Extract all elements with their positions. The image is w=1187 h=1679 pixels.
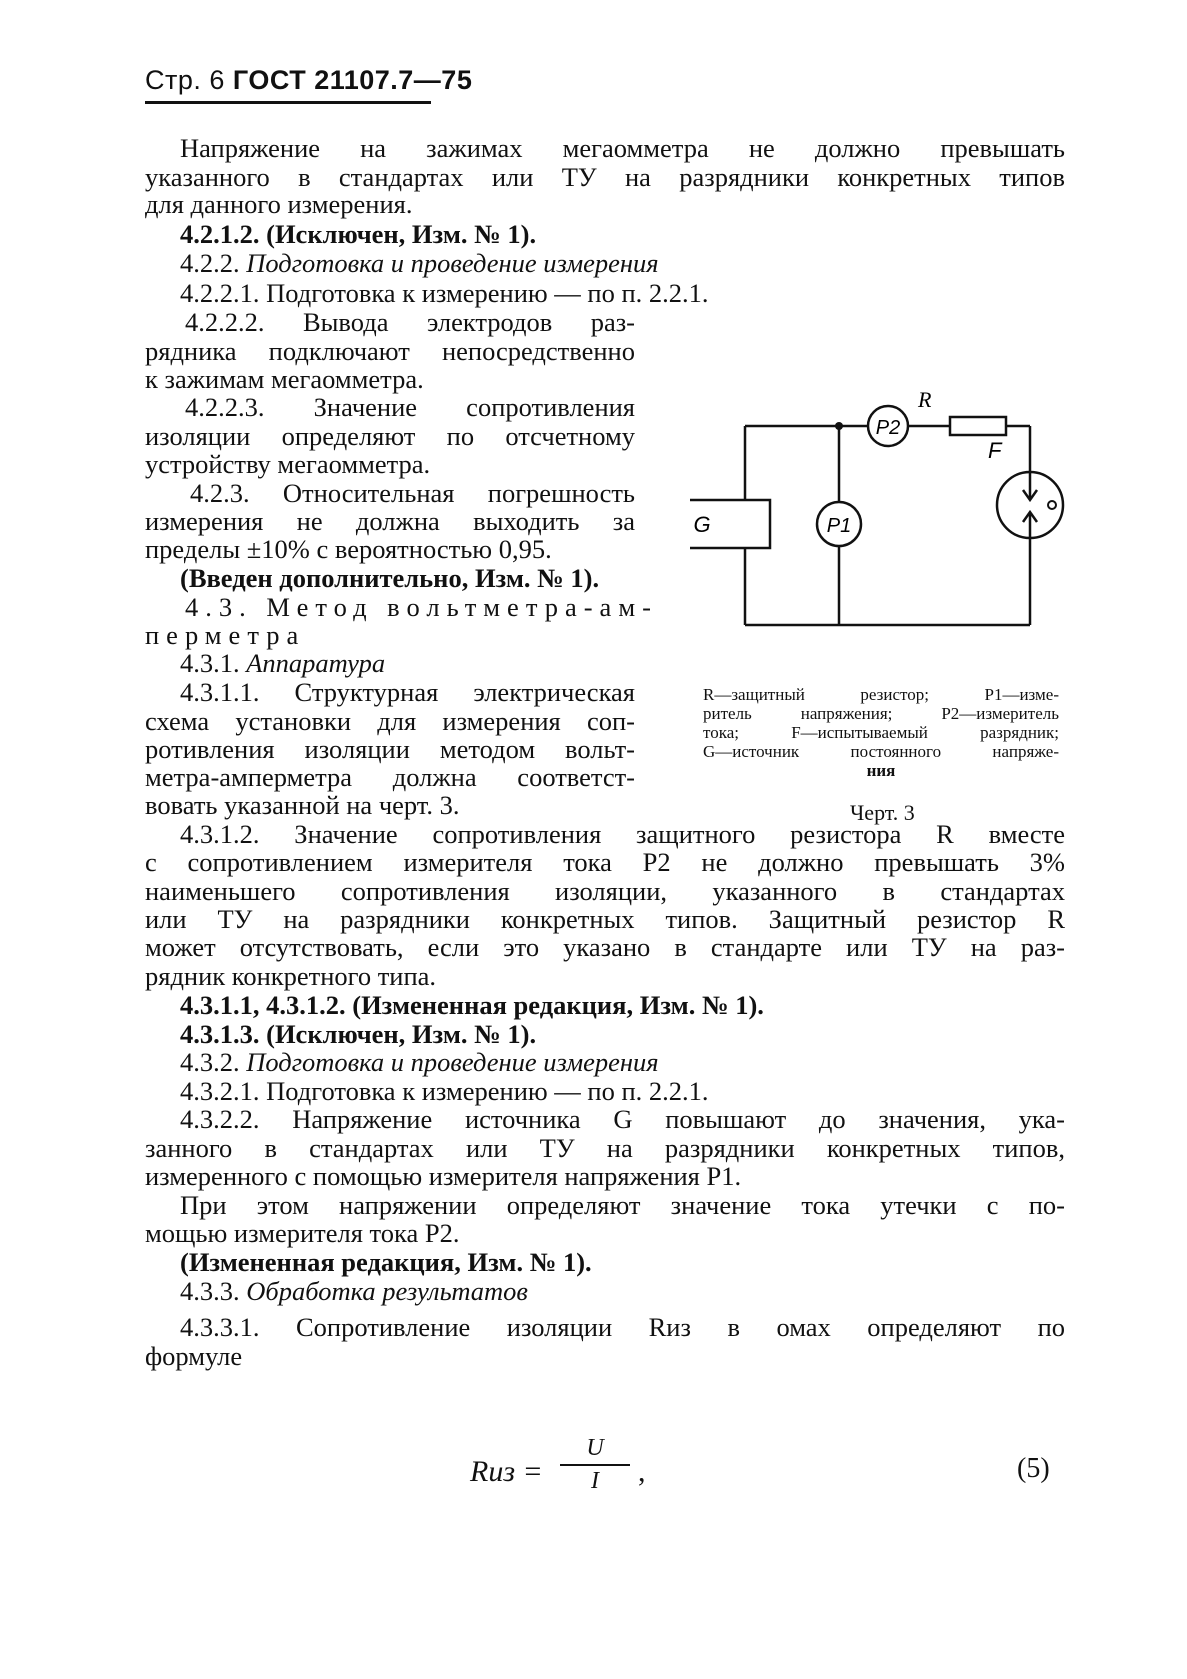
paragraph-line: указанного в стандартах или ТУ на разрядники конкретных типов: [145, 162, 1065, 192]
section-4-3-3-1: 4.3.3.1. Сопротивление изоляции Rиз в омах определяют по: [180, 1312, 1065, 1342]
page-header: [145, 65, 472, 96]
caption-line: G—источник постоянного напряже-: [703, 742, 1059, 761]
junction-node: [835, 422, 843, 430]
section-title: Подготовка и проведение измерения: [246, 1047, 659, 1077]
paragraph-line: измерения не должна выходить за: [145, 506, 635, 536]
standard-title: ГОСТ 21107.7—75: [232, 65, 473, 95]
section-4-3-3-heading: [180, 1276, 528, 1306]
formula-lhs: Rиз =: [470, 1455, 543, 1488]
paragraph-line: пределы ±10% с вероятностью 0,95.: [145, 534, 552, 564]
label-r: R: [918, 387, 932, 412]
formula-numerator: U: [586, 1435, 604, 1461]
amended-note: (Измененная редакция, Изм. № 1).: [180, 1247, 592, 1277]
paragraph-line: измеренного с помощью измерителя напряжения P1.: [145, 1161, 742, 1191]
paragraph-line: или ТУ на разрядники конкретных типов. Защитный резистор R: [145, 904, 1065, 934]
section-title: Подготовка и проведение измерения: [246, 248, 659, 278]
section-4-3-heading: 4.3. Метод вольтметра-ам-: [185, 592, 658, 622]
caption-line: ния: [866, 761, 896, 780]
section-number: 4.3.2.: [180, 1047, 240, 1077]
paragraph-line: изоляции определяют по отсчетному: [145, 421, 635, 451]
paragraph-line: наименьшего сопротивления изоляции, указанного в стандартах: [145, 876, 1065, 906]
paragraph-line: занного в стандартах или ТУ на разрядники конкретных типов,: [145, 1133, 1065, 1163]
section-4-2-2-3: 4.2.2.3. Значение сопротивления: [185, 392, 635, 422]
label-f: F: [988, 438, 1002, 463]
section-4-3-1-heading: [180, 648, 385, 678]
paragraph-line: формуле: [145, 1341, 243, 1371]
section-4-3-1-3: 4.3.1.3. (Исключен, Изм. № 1).: [180, 1019, 537, 1049]
amended-note: 4.3.1.1, 4.3.1.2. (Измененная редакция, Изм. № 1).: [180, 990, 764, 1020]
section-4-3-heading-cont: перметра: [145, 620, 306, 650]
figure-number: Черт. 3: [850, 800, 915, 825]
paragraph-line: для данного измерения.: [145, 189, 413, 219]
paragraph-line: может отсутствовать, если это указано в стандарте или ТУ на раз-: [145, 932, 1065, 962]
paragraph-line: к зажимам мегаомметра.: [145, 364, 424, 394]
section-4-3-1-1: 4.3.1.1. Структурная электрическая: [180, 677, 635, 707]
label-p1: P1: [826, 515, 852, 537]
formula-5: [470, 1435, 646, 1494]
paragraph-line: вовать указанной на черт. 3.: [145, 790, 460, 820]
formula-fraction: [560, 1435, 630, 1495]
section-4-3-2-1: 4.3.2.1. Подготовка к измерению — по п. 2.2.1.: [180, 1076, 709, 1106]
circuit-diagram: [690, 380, 1070, 640]
paragraph-line: мощью измерителя тока P2.: [145, 1218, 460, 1248]
introduced-note: (Введен дополнительно, Изм. № 1).: [180, 563, 600, 593]
section-title: Обработка результатов: [246, 1276, 528, 1306]
section-4-2-2-heading: [180, 248, 659, 278]
section-4-2-2-1: 4.2.2.1. Подготовка к измерению — по п. 2.2.1.: [180, 278, 709, 308]
section-4-2-2-2: 4.2.2.2. Вывода электродов раз-: [185, 307, 635, 337]
formula-denominator: I: [591, 1468, 599, 1494]
section-4-3-2-heading: [180, 1047, 659, 1077]
paragraph-line: метра-амперметра должна соответст-: [145, 762, 635, 792]
page-number: Стр. 6: [145, 65, 225, 95]
label-p2: P2: [875, 417, 901, 439]
section-4-2-1-2: 4.2.1.2. (Исключен, Изм. № 1).: [180, 219, 537, 249]
resistor-r: [950, 417, 1006, 435]
figure-caption: [703, 685, 1059, 780]
paragraph-line: При этом напряжении определяют значение тока утечки с по-: [180, 1190, 1065, 1220]
caption-line: ритель напряжения; P2—измеритель: [703, 704, 1059, 723]
equation-number: (5): [1017, 1453, 1050, 1484]
caption-line: R—защитный резистор; P1—изме-: [703, 685, 1059, 704]
section-4-2-3: 4.2.3. Относительная погрешность: [190, 478, 635, 508]
paragraph-line: Напряжение на зажимах мегаомметра не должно превышать: [180, 133, 1065, 163]
section-number: 4.3.3.: [180, 1276, 240, 1306]
section-number: 4.2.2.: [180, 248, 240, 278]
formula-comma: ,: [638, 1455, 646, 1488]
paragraph-line: рядник конкретного типа.: [145, 961, 437, 991]
section-4-3-1-2: 4.3.1.2. Значение сопротивления защитного резистора R вместе: [180, 819, 1065, 849]
paragraph-line: схема установки для измерения соп-: [145, 706, 635, 736]
caption-line: тока; F—испытываемый разрядник;: [703, 723, 1059, 742]
section-4-3-2-2: 4.3.2.2. Напряжение источника G повышают до значения, ука-: [180, 1104, 1065, 1134]
section-number: 4.3.1.: [180, 648, 240, 678]
fraction-bar: [560, 1464, 630, 1466]
paragraph-line: с сопротивлением измерителя тока P2 не должно превышать 3%: [145, 847, 1065, 877]
label-g: G: [693, 512, 711, 537]
paragraph-line: ротивления изоляции методом вольт-: [145, 734, 635, 764]
header-rule: [145, 101, 431, 104]
paragraph-line: рядника подключают непосредственно: [145, 336, 635, 366]
paragraph-line: устройству мегаомметра.: [145, 449, 431, 479]
section-title: Аппаратура: [246, 648, 386, 678]
